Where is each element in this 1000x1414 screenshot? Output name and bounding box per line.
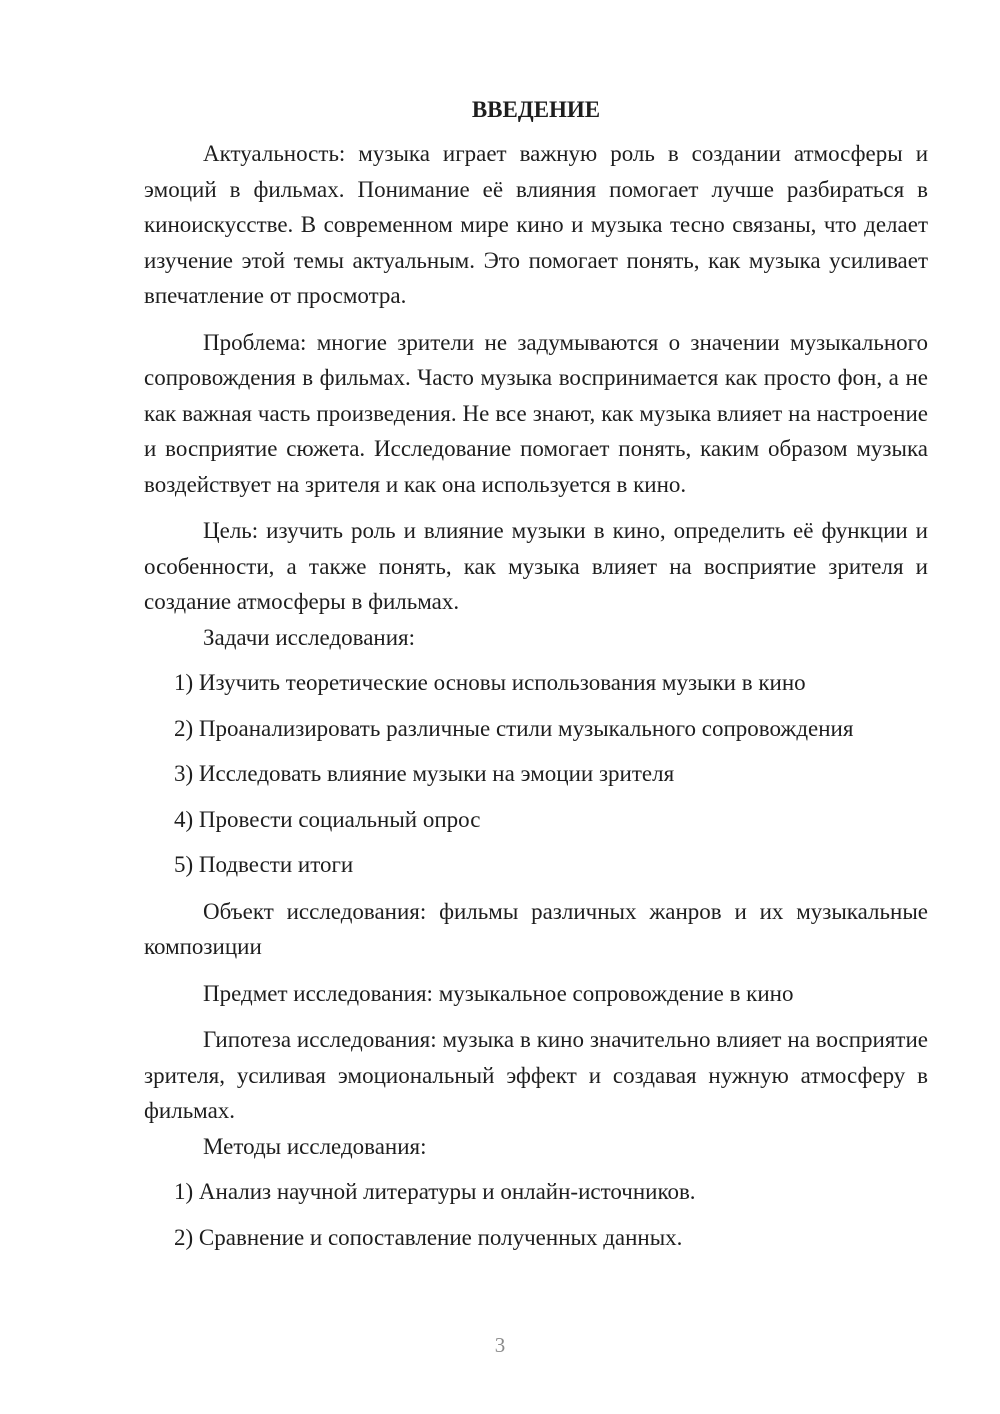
tasks-heading: Задачи исследования: bbox=[203, 624, 416, 650]
task-item: 4) Провести социальный опрос bbox=[174, 806, 481, 832]
page-number: 3 bbox=[494, 1333, 506, 1357]
paragraph-subject: Предмет исследования: музыкальное сопровождение в кино bbox=[203, 980, 794, 1006]
paragraph-relevance: Актуальность: музыка играет важную роль в создании атмосферы и эмоций в фильмах. Понимание её влияния помогает лучше разбираться в киноискусстве. В современном мире кино и музыка тесно связаны, что делает изучение этой темы актуальным. Это помогает понять, как музыка усиливает впечатление от просмотра. bbox=[144, 141, 928, 308]
paragraph-problem: Проблема: многие зрители не задумываются о значении музыкального сопровождения в фильмах. Часто музыка воспринимается как просто фон, а не как важная часть произведения. Не все знают, как музыка влияет на настроение и восприятие сюжета. Исследование помогает понять, каким образом музыка воздействует на зрителя и как она используется в кино. bbox=[144, 329, 928, 497]
task-item: 2) Проанализировать различные стили музыкального сопровождения bbox=[174, 715, 854, 741]
paragraph-hypothesis: Гипотеза исследования: музыка в кино значительно влияет на восприятие зрителя, усиливая эмоциональный эффект и создавая нужную атмосферу в фильмах. bbox=[144, 1027, 928, 1123]
page-content bbox=[144, 94, 928, 1255]
methods-heading: Методы исследования: bbox=[203, 1133, 427, 1159]
paragraph-goal: Цель: изучить роль и влияние музыки в кино, определить её функции и особенности, а также понять, как музыка влияет на восприятие зрителя и создание атмосферы в фильмах. bbox=[144, 518, 928, 614]
section-title: ВВЕДЕНИЕ bbox=[471, 97, 601, 122]
task-item: 1) Изучить теоретические основы использования музыки в кино bbox=[174, 670, 806, 695]
paragraph-object: Объект исследования: фильмы различных жанров и их музыкальные композиции bbox=[144, 898, 928, 959]
task-item: 5) Подвести итоги bbox=[174, 852, 354, 877]
method-item: 2) Сравнение и сопоставление полученных данных. bbox=[174, 1224, 683, 1250]
method-item: 1) Анализ научной литературы и онлайн-источников. bbox=[174, 1179, 696, 1204]
task-item: 3) Исследовать влияние музыки на эмоции зрителя bbox=[174, 761, 675, 786]
